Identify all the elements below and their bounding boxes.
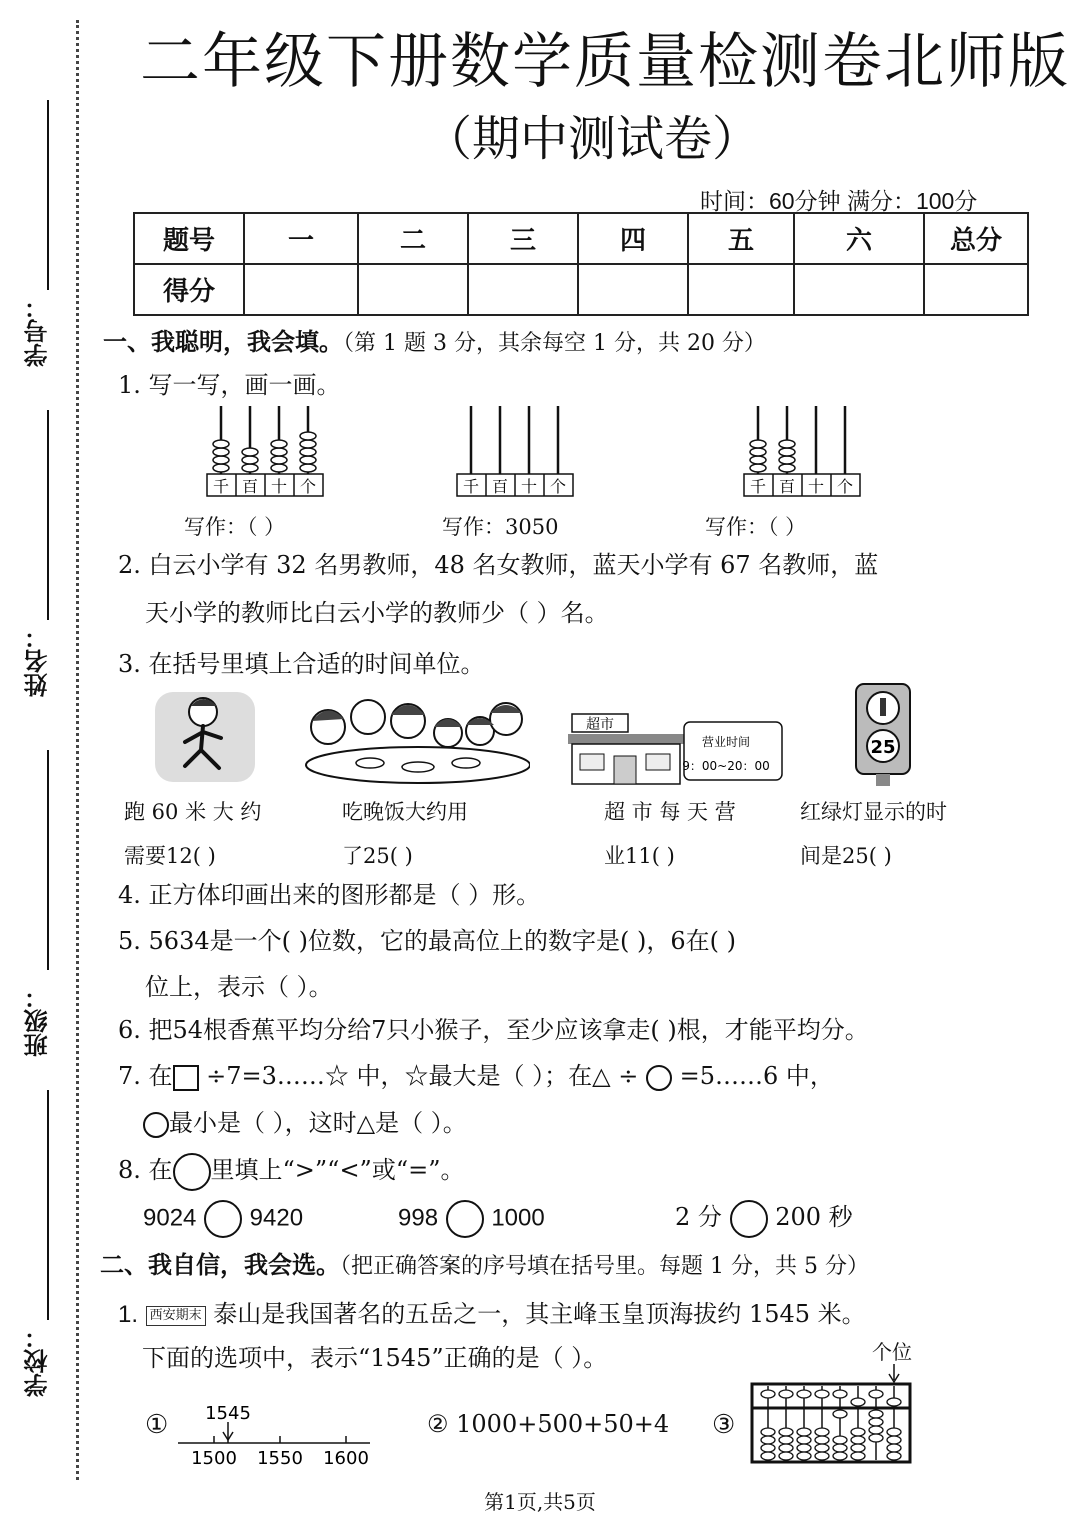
abacus-label: 百 xyxy=(778,477,796,496)
number-line-tick: 1500 xyxy=(191,1448,237,1469)
compare-left: 998 xyxy=(398,1204,439,1232)
page-title: 二年级下册数学质量检测卷北师版 xyxy=(140,27,1070,97)
q6-text: 6. 把54根香蕉平均分给7只小猴子，至少应该拿走( )根，才能平均分。 xyxy=(118,1016,869,1044)
q3-caption-3a: 超 市 每 天 营 xyxy=(604,800,736,824)
q1-write-3: 写作：（ ） xyxy=(705,515,807,539)
store-hours-title: 营业时间 xyxy=(701,735,751,749)
q7-part-a: 7. 在 xyxy=(118,1062,173,1090)
compare-right: 200 秒 xyxy=(775,1203,853,1231)
abacus-label: 千 xyxy=(212,477,230,496)
class-label: 班级： xyxy=(23,985,52,1057)
school-blank[interactable] xyxy=(47,1090,49,1320)
q2-line-2: 天小学的教师比白云小学的教师少（ ）名。 xyxy=(145,599,609,627)
abacus-label: 十 xyxy=(270,477,288,496)
page-subtitle: （期中测试卷） xyxy=(424,111,761,167)
score-cell: 总分 xyxy=(924,213,1028,264)
compare-left: 2 分 xyxy=(675,1203,722,1231)
q3-text: 3. 在括号里填上合适的时间单位。 xyxy=(118,650,485,678)
q8-compare-1 xyxy=(143,1200,303,1238)
q3-caption-2b: 了25( ) xyxy=(342,844,413,868)
score-blank[interactable] xyxy=(358,264,468,315)
number-line-mark: 1545 xyxy=(205,1403,251,1424)
q8-compare-2 xyxy=(398,1200,545,1238)
abacus-label: 个 xyxy=(836,477,854,496)
option-1-marker: ① xyxy=(145,1410,169,1440)
q5-line-1: 5. 5634是一个( )位数，它的最高位上的数字是( )，6在( ) xyxy=(118,927,736,955)
score-blank[interactable] xyxy=(468,264,578,315)
q1-write-1: 写作：（ ） xyxy=(184,515,286,539)
q7-part-b: ÷7=3……☆ 中，☆最大是（ ）；在△ ÷ xyxy=(198,1062,646,1090)
section2-note: （把正确答案的序号填在括号里。每题 1 分，共 5 分） xyxy=(340,1254,869,1279)
score-blank[interactable] xyxy=(794,264,924,315)
score-value-row xyxy=(134,264,1028,315)
section1-note: （第 1 题 3 分，其余每空 1 分，共 20 分） xyxy=(343,331,766,356)
q3-caption-3b: 业11( ) xyxy=(604,844,675,868)
q3-caption-4b: 间是25( ) xyxy=(800,844,892,868)
q3-caption-4a: 红绿灯显示的时 xyxy=(800,800,947,824)
score-cell: 五 xyxy=(688,213,794,264)
page-footer: 第1页,共5页 xyxy=(484,1490,596,1514)
score-cell: 四 xyxy=(578,213,688,264)
q8-part-b: 里填上“>”“<”或“=”。 xyxy=(210,1156,465,1184)
q7-part-c: =5……6 中， xyxy=(672,1062,834,1090)
section1-heading xyxy=(103,322,766,357)
q7-line-2 xyxy=(143,1103,467,1138)
store-sign-text: 超市 xyxy=(586,717,614,733)
number-line-tick: 1550 xyxy=(257,1448,303,1469)
q3-caption-2a: 吃晚饭大约用 xyxy=(342,800,468,824)
compare-right: 1000 xyxy=(491,1204,545,1232)
score-header-row xyxy=(134,213,1028,264)
q3-caption-1b: 需要12( ) xyxy=(124,844,216,868)
abacus-2[interactable] xyxy=(455,402,577,498)
ones-place-label: 个位 xyxy=(872,1340,912,1364)
circle-symbol xyxy=(143,1112,169,1138)
student-no-label: 学号： xyxy=(23,295,52,367)
abacus-label: 十 xyxy=(520,477,538,496)
school-label: 学校： xyxy=(23,1325,52,1397)
store-hours: 9：00~20：00 xyxy=(682,759,770,773)
abacus-label: 百 xyxy=(241,477,259,496)
compare-right: 9420 xyxy=(249,1204,304,1232)
q3-caption-1a: 跑 60 米 大 约 xyxy=(124,800,262,824)
q1-text: 1. 写一写，画一画。 xyxy=(118,371,341,399)
score-cell: 三 xyxy=(468,213,578,264)
s2q1-line-2: 下面的选项中，表示“1545”正确的是（ ）。 xyxy=(142,1344,608,1372)
circle-symbol xyxy=(646,1065,672,1091)
supermarket-illustration xyxy=(566,708,791,786)
abacus-label: 个 xyxy=(549,477,567,496)
section2-title: 二、我自信，我会选。 xyxy=(100,1251,340,1279)
score-blank[interactable] xyxy=(578,264,688,315)
score-cell: 得分 xyxy=(134,264,244,315)
score-cell: 六 xyxy=(794,213,924,264)
family-dinner-illustration xyxy=(300,695,530,785)
q2-line-1: 2. 白云小学有 32 名男教师，48 名女教师，蓝天小学有 67 名教师，蓝 xyxy=(118,551,879,579)
number-line-tick: 1600 xyxy=(323,1448,369,1469)
compare-circle-3[interactable] xyxy=(730,1200,768,1238)
class-blank[interactable] xyxy=(47,750,49,970)
compare-left: 9024 xyxy=(143,1204,197,1232)
q8-text xyxy=(118,1150,464,1191)
q7-line-1 xyxy=(118,1056,834,1091)
option-3-abacus xyxy=(748,1360,916,1466)
score-cell: 题号 xyxy=(134,213,244,264)
q8-compare-3 xyxy=(675,1197,853,1238)
compare-circle-2[interactable] xyxy=(446,1200,484,1238)
abacus-label: 个 xyxy=(299,477,317,496)
abacus-label: 十 xyxy=(807,477,825,496)
traffic-light-number: 25 xyxy=(870,737,896,758)
student-no-blank[interactable] xyxy=(47,100,49,290)
compare-circle-icon xyxy=(173,1153,211,1191)
score-blank[interactable] xyxy=(244,264,358,315)
compare-circle-1[interactable] xyxy=(204,1200,242,1238)
q5-line-2: 位上，表示（ ）。 xyxy=(145,973,333,1001)
s2q1-num: 1. xyxy=(118,1301,139,1328)
abacus-label: 千 xyxy=(749,477,767,496)
option-2: ② 1000+500+50+4 xyxy=(427,1410,670,1438)
abacus-label: 千 xyxy=(462,477,480,496)
source-tag: 西安期末 xyxy=(146,1306,206,1326)
name-blank[interactable] xyxy=(47,410,49,620)
s2q1-line-1 xyxy=(118,1294,866,1329)
score-blank[interactable] xyxy=(924,264,1028,315)
section2-heading xyxy=(100,1245,869,1280)
q4-text: 4. 正方体印画出来的图形都是（ ）形。 xyxy=(118,881,541,909)
name-label: 姓名： xyxy=(23,625,52,697)
s2q1-text-1: 泰山是我国著名的五岳之一，其主峰玉皇顶海拔约 1545 米。 xyxy=(205,1300,866,1328)
score-cell: 一 xyxy=(244,213,358,264)
score-table xyxy=(133,212,1029,316)
abacus-1 xyxy=(205,402,327,498)
q8-part-a: 8. 在 xyxy=(118,1156,173,1184)
exam-meta: 时间：60分钟 满分：100分 xyxy=(700,188,978,214)
abacus-label: 百 xyxy=(491,477,509,496)
abacus-3 xyxy=(742,402,864,498)
section1-title: 一、我聪明，我会填。 xyxy=(103,328,343,356)
option-3-marker: ③ xyxy=(712,1410,736,1440)
binding-line xyxy=(76,20,79,1480)
running-boy-illustration xyxy=(155,688,255,783)
square-box xyxy=(173,1065,199,1091)
option-1-number-line xyxy=(178,1398,373,1470)
traffic-light-illustration xyxy=(852,682,914,786)
score-blank[interactable] xyxy=(688,264,794,315)
score-cell: 二 xyxy=(358,213,468,264)
q7-part-d: 最小是（ ），这时△是（ ）。 xyxy=(169,1109,467,1137)
q1-write-2: 写作：3050 xyxy=(442,515,559,539)
